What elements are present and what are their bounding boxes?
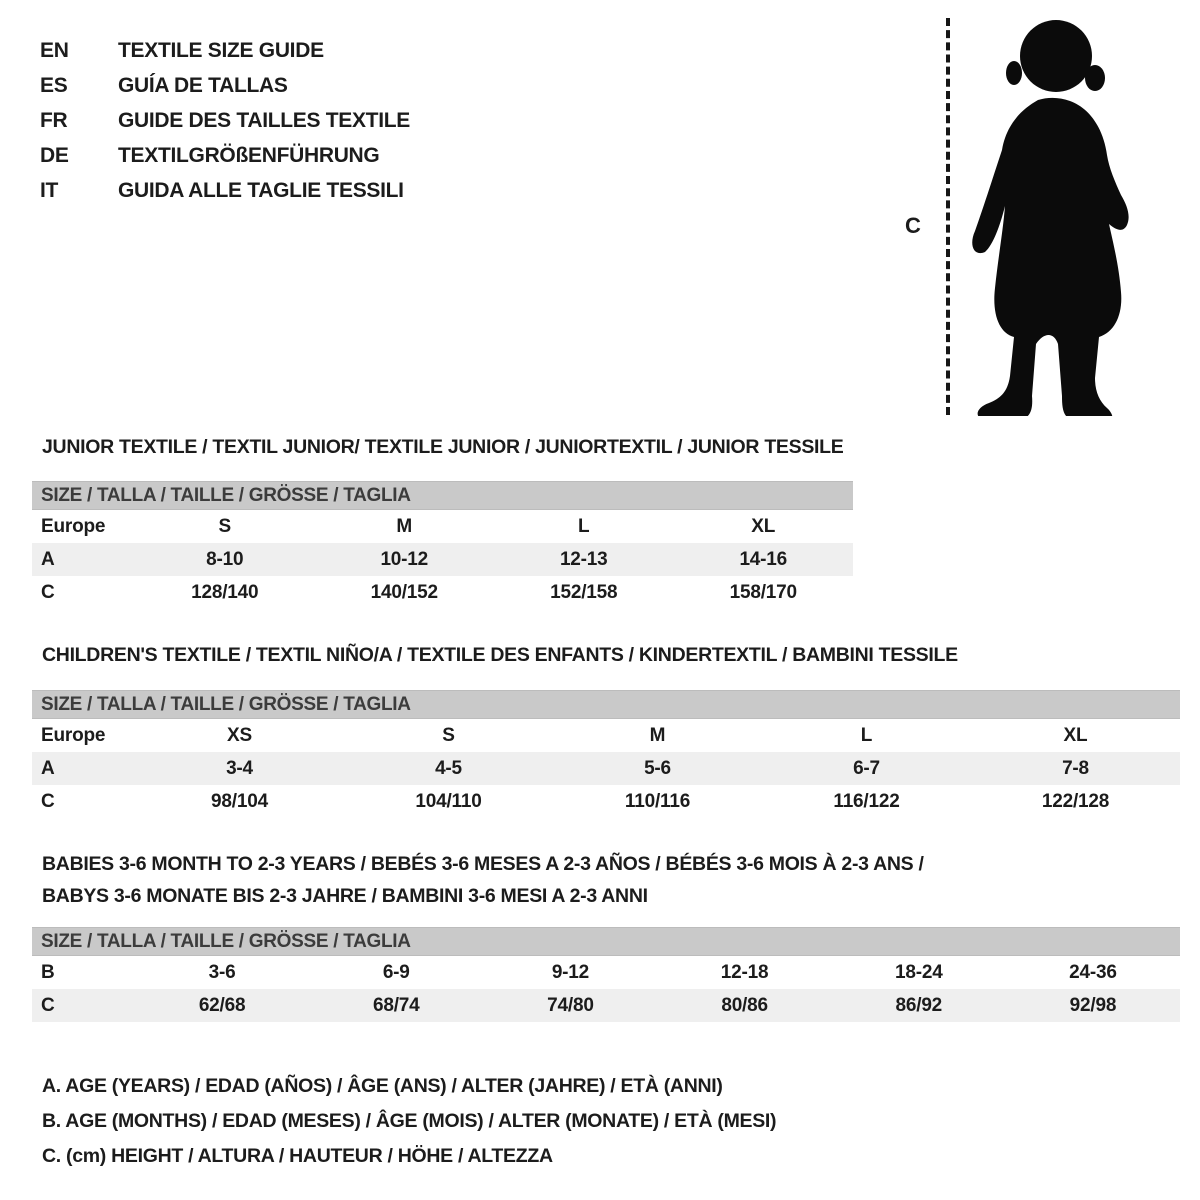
- cell: 4-5: [435, 757, 462, 779]
- language-code: EN: [40, 38, 69, 62]
- language-title: TEXTILE SIZE GUIDE: [118, 38, 324, 62]
- legend-line-b: B. AGE (MONTHS) / EDAD (MESES) / ÂGE (MOIS) / ALTER (MONATE) / ETÀ (MESI): [42, 1110, 777, 1132]
- cell: 18-24: [894, 961, 943, 983]
- table-row: [32, 989, 1180, 1022]
- cell: M: [649, 724, 666, 746]
- children-size-table: [32, 690, 1180, 818]
- babies-size-table: [32, 927, 1180, 1022]
- size-header-bar: SIZE / TALLA / TAILLE / GRÖSSE / TAGLIA: [32, 481, 853, 510]
- cell: L: [860, 724, 873, 746]
- cell: 104/110: [415, 790, 482, 812]
- cell: S: [218, 515, 231, 537]
- language-title: TEXTILGRÖßENFÜHRUNG: [118, 143, 380, 167]
- language-row: [40, 103, 410, 138]
- height-measure-label: C: [905, 213, 921, 238]
- measurement-legend: [42, 1069, 776, 1174]
- height-measure-dashed-line: [946, 18, 950, 415]
- cell: 12-13: [559, 548, 608, 570]
- cell: 152/158: [550, 581, 618, 603]
- language-title-list: [40, 33, 410, 208]
- language-title: GUÍA DE TALLAS: [118, 73, 288, 97]
- cell: 116/122: [833, 790, 900, 812]
- row-label: Europe: [41, 724, 106, 746]
- cell: 5-6: [644, 757, 671, 779]
- table-row: [32, 543, 853, 576]
- cell: 86/92: [895, 994, 943, 1016]
- cell: L: [578, 515, 590, 537]
- cell: 80/86: [721, 994, 768, 1016]
- cell: 14-16: [739, 548, 788, 570]
- table-row: [32, 576, 853, 609]
- cell: 12-18: [720, 961, 769, 983]
- table-row: [32, 752, 1180, 785]
- cell: 110/116: [624, 790, 691, 812]
- legend-line-c: C. (cm) HEIGHT / ALTURA / HAUTEUR / HÖHE / ALTEZZA: [42, 1145, 553, 1167]
- cell: 158/170: [729, 581, 797, 603]
- cell: 98/104: [211, 790, 268, 812]
- language-code: IT: [40, 178, 59, 202]
- cell: 92/98: [1069, 994, 1117, 1016]
- row-label: B: [41, 961, 55, 983]
- legend-line-a: A. AGE (YEARS) / EDAD (AÑOS) / ÂGE (ANS) / ALTER (JAHRE) / ETÀ (ANNI): [42, 1075, 723, 1097]
- row-label: C: [41, 790, 55, 812]
- row-label: Europe: [41, 515, 106, 537]
- cell: XS: [227, 724, 252, 746]
- table-row: [32, 785, 1180, 818]
- section-title-babies-line2: BABYS 3-6 MONATE BIS 2-3 JAHRE / BAMBINI 3-6 MESI A 2-3 ANNI: [42, 885, 648, 907]
- cell: 3-4: [226, 757, 253, 779]
- cell: M: [396, 515, 413, 537]
- row-label: A: [41, 757, 55, 779]
- table-row: [32, 719, 1180, 752]
- language-row: [40, 68, 410, 103]
- size-header-bar: SIZE / TALLA / TAILLE / GRÖSSE / TAGLIA: [32, 927, 1180, 956]
- cell: 6-9: [382, 961, 410, 983]
- cell: 122/128: [1041, 790, 1110, 812]
- section-title-children: CHILDREN'S TEXTILE / TEXTIL NIÑO/A / TEXTILE DES ENFANTS / KINDERTEXTIL / BAMBINI TESSILE: [42, 644, 958, 666]
- row-label: C: [41, 994, 55, 1016]
- language-title: GUIDE DES TAILLES TEXTILE: [118, 108, 410, 132]
- size-header-bar: SIZE / TALLA / TAILLE / GRÖSSE / TAGLIA: [32, 690, 1180, 719]
- language-row: [40, 173, 410, 208]
- section-title-junior: JUNIOR TEXTILE / TEXTIL JUNIOR/ TEXTILE JUNIOR / JUNIORTEXTIL / JUNIOR TESSILE: [42, 436, 844, 458]
- language-code: FR: [40, 108, 68, 132]
- language-code: ES: [40, 73, 68, 97]
- cell: 128/140: [191, 581, 259, 603]
- toddler-silhouette-icon: [962, 16, 1138, 416]
- cell: 24-36: [1069, 961, 1117, 983]
- section-title-babies-line1: BABIES 3-6 MONTH TO 2-3 YEARS / BEBÉS 3-6 MESES A 2-3 AÑOS / BÉBÉS 3-6 MOIS À 2-3 ANS /: [42, 853, 924, 875]
- cell: XL: [751, 515, 776, 537]
- cell: XL: [1063, 724, 1088, 746]
- row-label: C: [41, 581, 55, 603]
- language-code: DE: [40, 143, 69, 167]
- cell: 6-7: [853, 757, 880, 779]
- language-title: GUIDA ALLE TAGLIE TESSILI: [118, 178, 404, 202]
- cell: 68/74: [372, 994, 420, 1016]
- language-row: [40, 33, 410, 68]
- cell: 7-8: [1062, 757, 1089, 779]
- junior-size-table: [32, 481, 853, 609]
- cell: 74/80: [547, 994, 594, 1016]
- cell: 8-10: [206, 548, 244, 570]
- language-row: [40, 138, 410, 173]
- cell: 140/152: [370, 581, 438, 603]
- cell: S: [442, 724, 455, 746]
- row-label: A: [41, 548, 55, 570]
- cell: 9-12: [551, 961, 590, 983]
- table-row: [32, 956, 1180, 989]
- cell: 62/68: [198, 994, 246, 1016]
- cell: 3-6: [208, 961, 236, 983]
- table-row: [32, 510, 853, 543]
- cell: 10-12: [380, 548, 429, 570]
